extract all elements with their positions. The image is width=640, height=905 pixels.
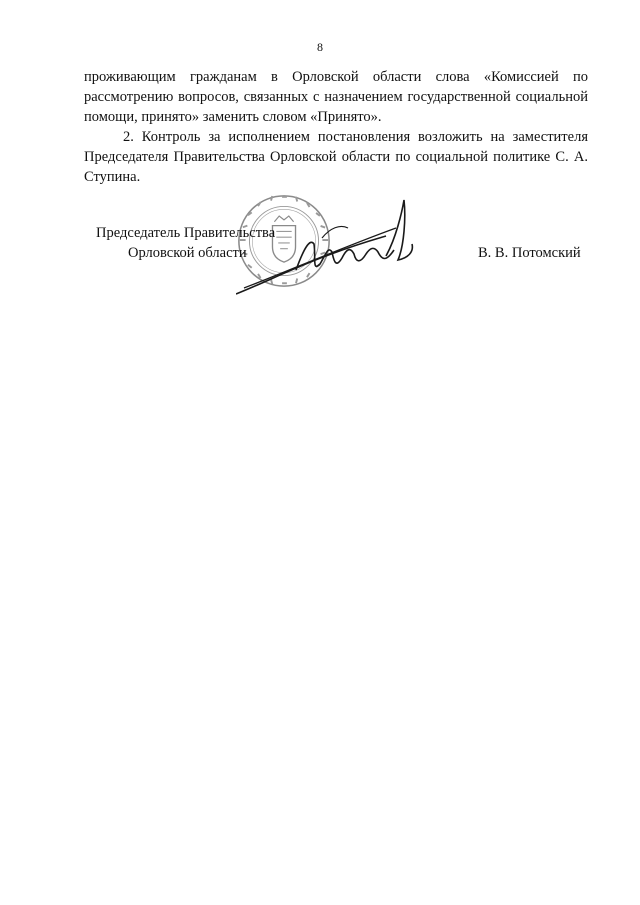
document-body (84, 67, 588, 187)
signatory-title-line2: Орловской области (128, 245, 247, 261)
page-number: 8 (317, 40, 323, 54)
signatory-title-line1: Председатель Правительства (96, 225, 276, 241)
paragraph-item-2: 2. Контроль за исполнением постановления возложить на заместителя Председателя Правительства Орловской области по социальной политике С. А. Ступина. (84, 129, 588, 185)
handwritten-signature (236, 198, 416, 298)
paragraph-continuation: проживающим гражданам в Орловской области слова «Комиссией по рассмотрению вопросов, связанных с назначением государственной социальной помощи, принято» заменить словом «Принято». (84, 69, 588, 125)
signatory-name: В. В. Потомский (478, 245, 581, 261)
